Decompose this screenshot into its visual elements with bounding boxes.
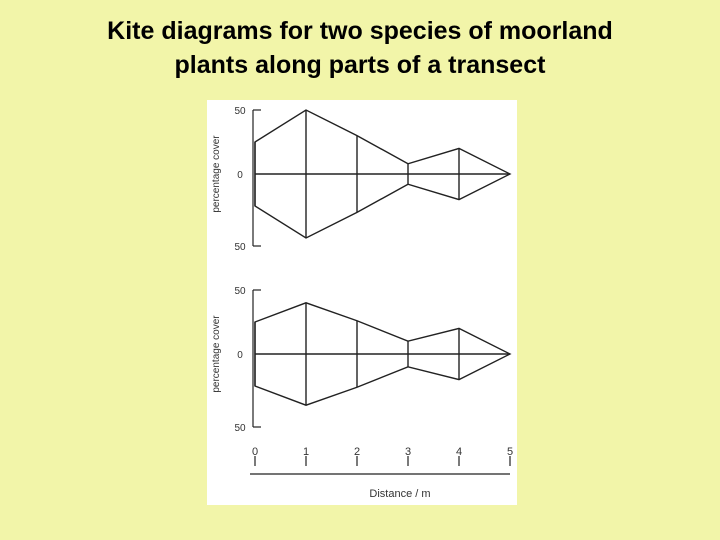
- y-tick-label: 50: [234, 286, 246, 297]
- y-axis-label: percentage cover: [211, 135, 222, 213]
- title-line-2: plants along parts of a transect: [174, 51, 546, 79]
- y-tick-label: 50: [234, 242, 246, 253]
- y-axis-label: percentage cover: [211, 315, 222, 393]
- kite-diagram-svg: [207, 100, 517, 505]
- kite-plot-1: [211, 106, 510, 253]
- x-tick-label: 5: [506, 446, 514, 458]
- kite-plot-2: [211, 286, 510, 434]
- x-axis: [250, 446, 513, 500]
- kite-diagram-figure: [207, 100, 517, 505]
- y-tick-label: 50: [234, 423, 246, 434]
- x-tick-label: 4: [455, 446, 463, 458]
- x-tick-label: 3: [404, 446, 412, 458]
- x-tick-label: 0: [251, 446, 259, 458]
- y-tick-label: 0: [237, 350, 243, 361]
- y-tick-label: 50: [234, 106, 246, 117]
- slide-title: [0, 14, 720, 82]
- y-tick-label: 0: [237, 170, 243, 181]
- x-axis-label: Distance / m: [369, 488, 431, 500]
- x-tick-label: 1: [302, 446, 310, 458]
- title-line-1: Kite diagrams for two species of moorland: [107, 17, 613, 45]
- x-tick-label: 2: [353, 446, 361, 458]
